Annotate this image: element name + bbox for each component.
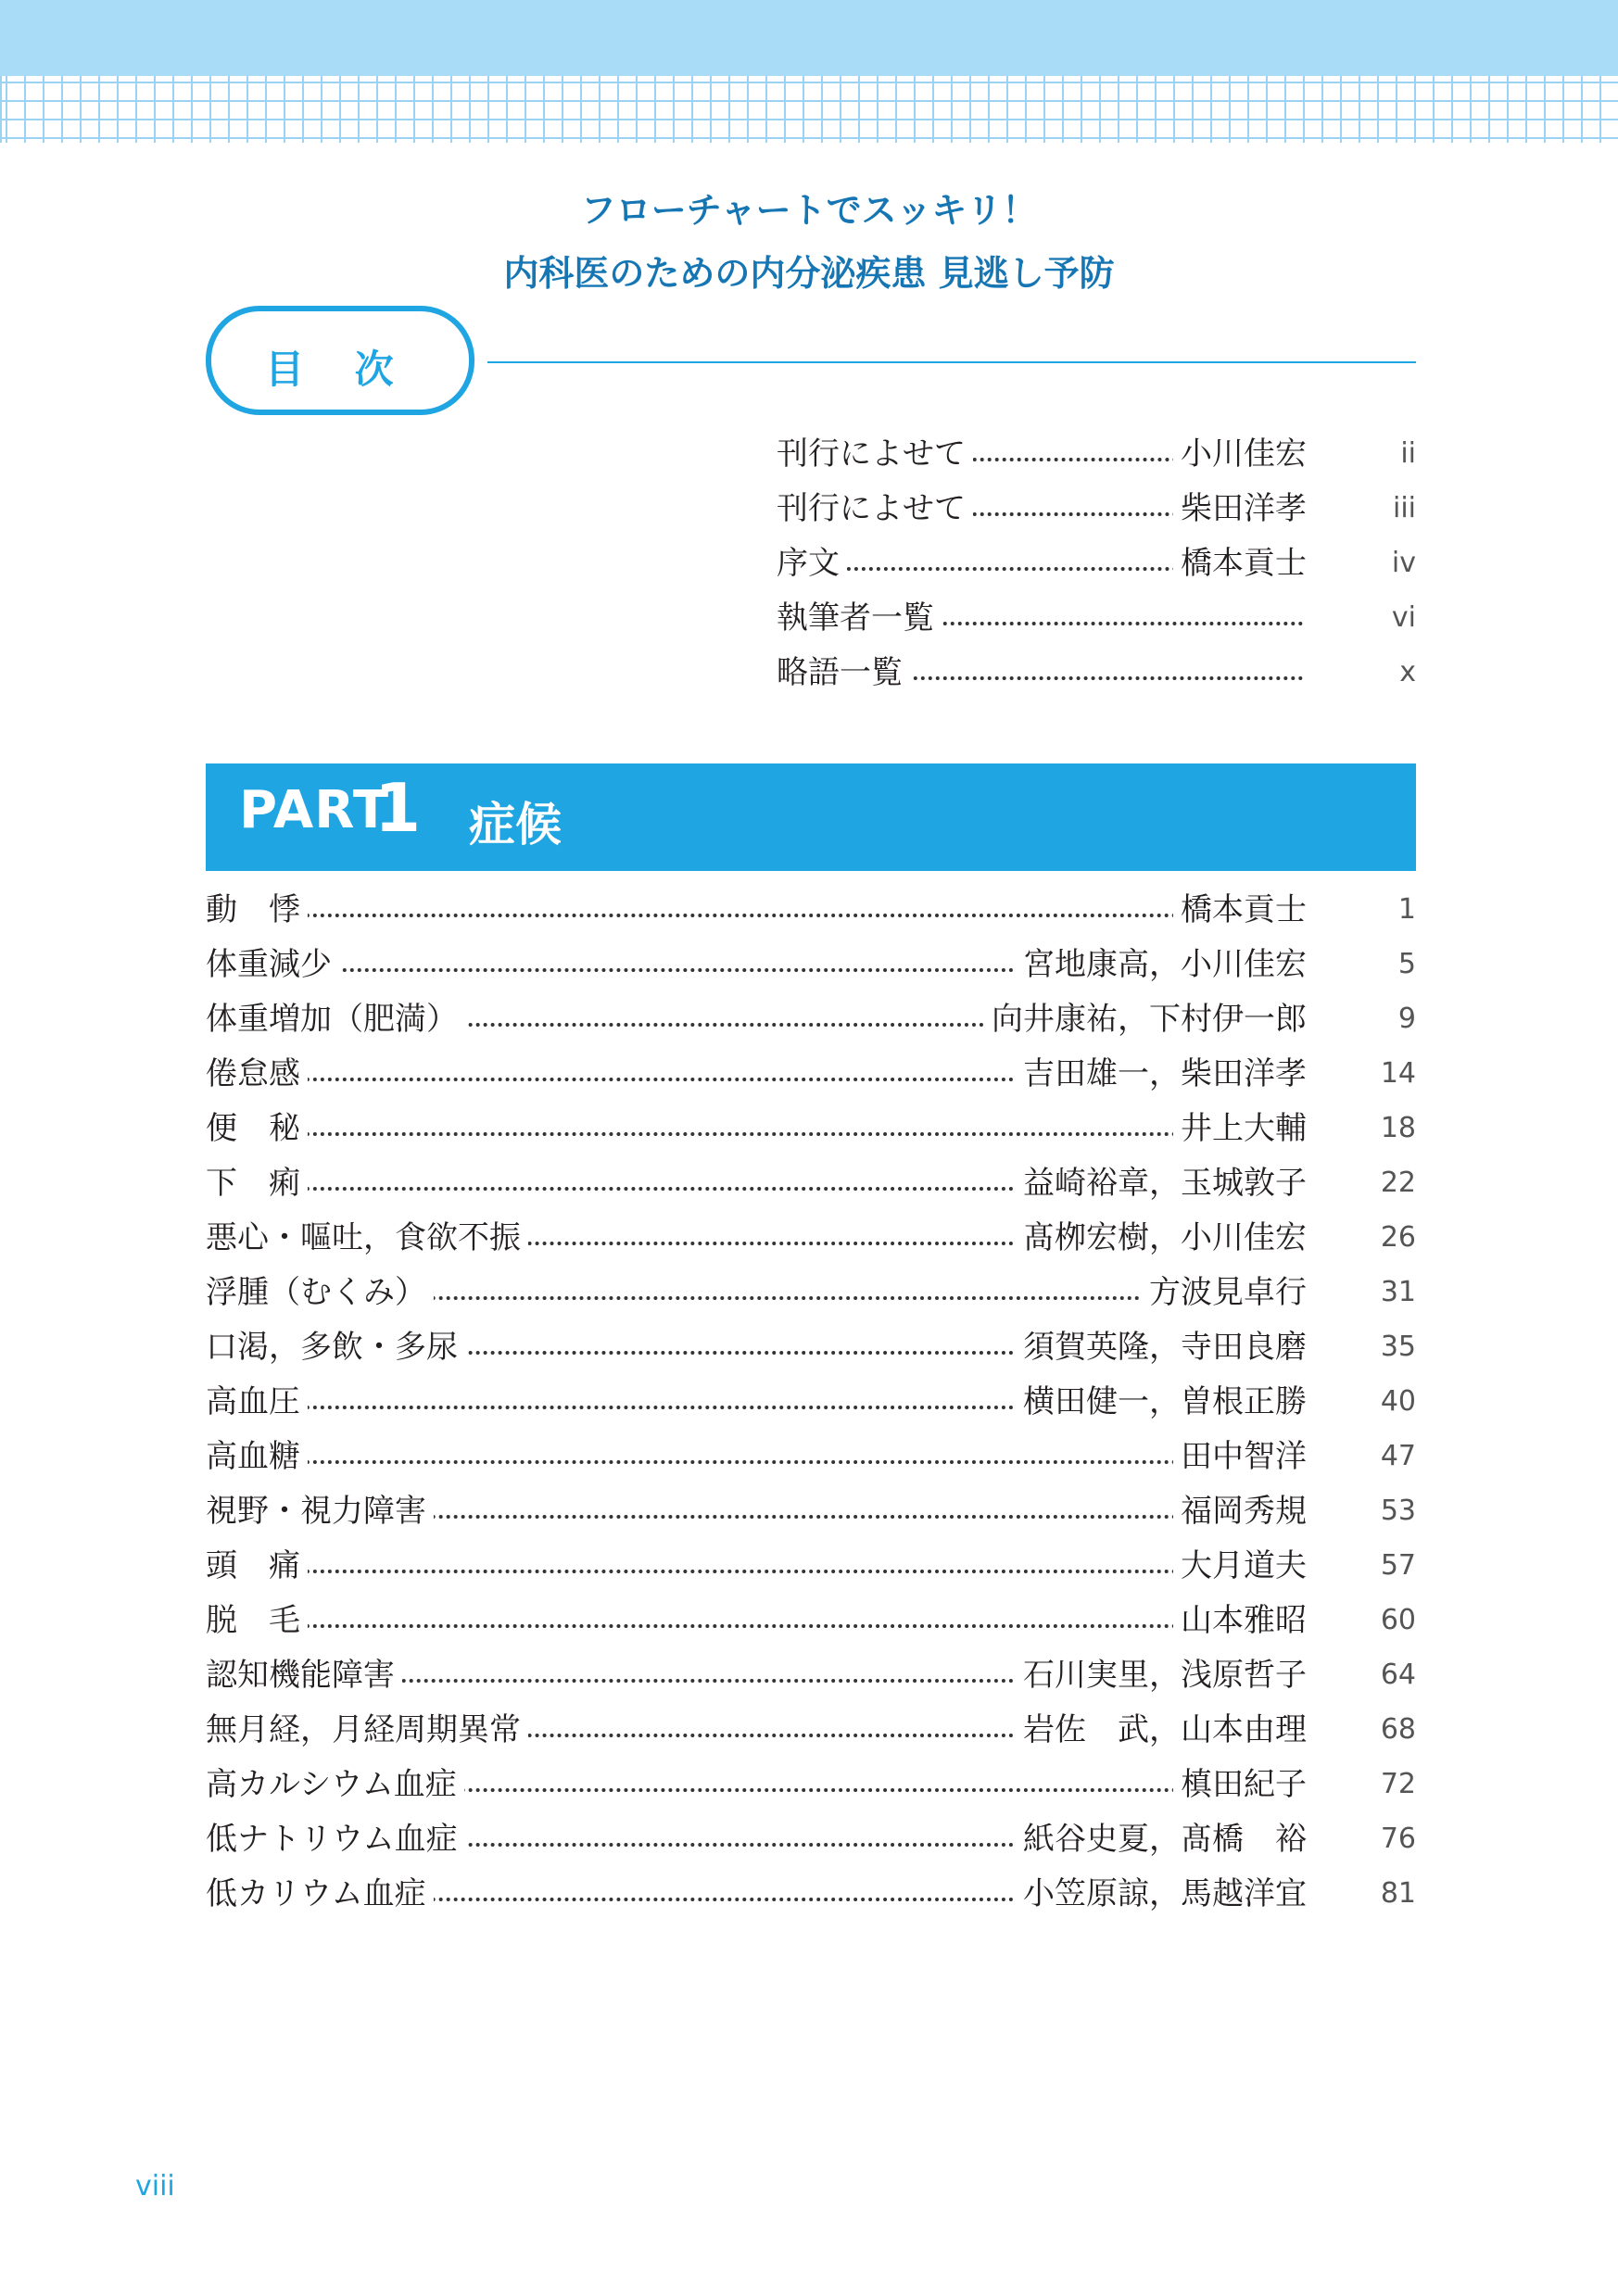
- entry-title: 無月経，月経周期異常: [206, 1708, 528, 1752]
- entry-page: 72: [1380, 1768, 1416, 1800]
- entry-author: 石川実里，浅原哲子: [1016, 1653, 1307, 1697]
- book-title-line2: 内科医のための内分泌疾患 見逃し予防: [503, 253, 1115, 294]
- entry-title: 頭 痛: [206, 1544, 308, 1588]
- entry-title: 脱 毛: [206, 1598, 308, 1643]
- entry-page: 9: [1397, 1003, 1416, 1035]
- entry-title: 高カルシウム血症: [206, 1762, 464, 1807]
- entry-title: 執筆者一覧: [777, 596, 942, 640]
- entry-page: 35: [1380, 1331, 1416, 1363]
- toc-label: 目 次: [265, 347, 412, 392]
- entry-author: 井上大輔: [1173, 1106, 1307, 1151]
- entry-title: 便 秘: [206, 1106, 308, 1151]
- entry-page: vi: [1391, 601, 1416, 634]
- toc-entry[interactable]: [206, 888, 1416, 932]
- entry-author: 髙栁宏樹，小川佳宏: [1016, 1216, 1307, 1260]
- entry-author: 田中智洋: [1173, 1434, 1307, 1479]
- entry-author: 小川佳宏: [1173, 432, 1307, 476]
- entry-title: 悪心・嘔吐，食欲不振: [206, 1216, 528, 1260]
- entry-author: 須賀英隆，寺田良磨: [1016, 1325, 1307, 1369]
- front-matter-item[interactable]: [777, 432, 1416, 476]
- entry-title: 序文: [777, 541, 847, 586]
- entry-author: 山本雅昭: [1173, 1598, 1307, 1643]
- front-matter-item[interactable]: [777, 541, 1416, 586]
- toc-entry[interactable]: [206, 942, 1416, 987]
- entry-author: 向井康祐，下村伊一郎: [984, 997, 1307, 1041]
- toc-entry[interactable]: [206, 1380, 1416, 1424]
- toc-entry[interactable]: [206, 1544, 1416, 1588]
- entry-page: 5: [1397, 948, 1416, 980]
- entry-author: 岩佐 武，山本由理: [1016, 1708, 1307, 1752]
- toc-entry[interactable]: [206, 1434, 1416, 1479]
- entry-page: iii: [1392, 492, 1416, 524]
- entry-author: 福岡秀規: [1173, 1489, 1307, 1533]
- entry-page: 76: [1380, 1823, 1416, 1855]
- entry-title: 下 痢: [206, 1161, 308, 1205]
- entry-author: 槙田紀子: [1173, 1762, 1307, 1807]
- entry-author: 大月道夫: [1173, 1544, 1307, 1588]
- toc-badge: [206, 306, 474, 415]
- entry-page: 64: [1380, 1659, 1416, 1691]
- toc-entry[interactable]: [206, 1817, 1416, 1861]
- leader-dots: [209, 1624, 1303, 1628]
- part-label: PART: [239, 780, 390, 840]
- entry-title: 体重減少: [206, 942, 339, 987]
- part-banner: [206, 763, 1416, 871]
- front-matter-item[interactable]: [777, 596, 1416, 640]
- entry-title: 体重増加（肥満）: [206, 997, 465, 1041]
- entry-page: 26: [1380, 1221, 1416, 1254]
- leader-dots: [209, 1460, 1303, 1464]
- toc-entry[interactable]: [206, 1872, 1416, 1916]
- entry-title: 認知機能障害: [206, 1653, 402, 1697]
- toc-entry[interactable]: [206, 997, 1416, 1041]
- toc-entry[interactable]: [206, 1653, 1416, 1697]
- entry-title: 高血糖: [206, 1434, 308, 1479]
- entry-page: 1: [1397, 893, 1416, 926]
- entry-page: 47: [1380, 1440, 1416, 1472]
- header-band: [0, 0, 1618, 76]
- leader-dots: [209, 1132, 1303, 1136]
- toc-entry[interactable]: [206, 1325, 1416, 1369]
- entry-author: 吉田雄一，柴田洋孝: [1016, 1052, 1307, 1096]
- entry-page: 81: [1380, 1877, 1416, 1910]
- entry-title: 低カリウム血症: [206, 1872, 434, 1916]
- entry-page: 31: [1380, 1276, 1416, 1308]
- toc-entry[interactable]: [206, 1762, 1416, 1807]
- entry-title: 口渇，多飲・多尿: [206, 1325, 465, 1369]
- toc-entry[interactable]: [206, 1052, 1416, 1096]
- entry-author: 橋本貢士: [1173, 888, 1307, 932]
- entry-page: 14: [1380, 1057, 1416, 1090]
- entry-title: 高血圧: [206, 1380, 308, 1424]
- entry-page: 40: [1380, 1385, 1416, 1418]
- entry-title: 刊行によせて: [777, 486, 973, 531]
- toc-entry[interactable]: [206, 1598, 1416, 1643]
- header-grid-pattern: [0, 76, 1618, 143]
- entry-title: 略語一覧: [777, 650, 910, 695]
- entry-title: 視野・視力障害: [206, 1489, 434, 1533]
- entry-title: 倦怠感: [206, 1052, 308, 1096]
- entry-author: 宮地康高，小川佳宏: [1016, 942, 1307, 987]
- entry-author: 方波見卓行: [1142, 1270, 1307, 1315]
- entry-page: 18: [1380, 1112, 1416, 1144]
- entry-page: x: [1399, 656, 1416, 688]
- entry-author: 紙谷史夏，髙橋 裕: [1016, 1817, 1307, 1861]
- part-number: 1: [374, 769, 422, 847]
- entry-title: 浮腫（むくみ）: [206, 1270, 434, 1315]
- entry-page: 22: [1380, 1167, 1416, 1199]
- front-matter-item[interactable]: [777, 486, 1416, 531]
- entry-author: 益崎裕章，玉城敦子: [1016, 1161, 1307, 1205]
- entry-page: 68: [1380, 1713, 1416, 1746]
- entry-author: 橋本貢士: [1173, 541, 1307, 586]
- part-title: 症候: [469, 798, 562, 852]
- toc-entry[interactable]: [206, 1489, 1416, 1533]
- entry-author: 小笠原諒，馬越洋宜: [1016, 1872, 1307, 1916]
- front-matter-item[interactable]: [777, 650, 1416, 695]
- leader-dots: [209, 914, 1303, 917]
- entry-page: iv: [1391, 547, 1416, 579]
- toc-entry[interactable]: [206, 1106, 1416, 1151]
- entry-title: 刊行によせて: [777, 432, 973, 476]
- entry-author: 横田健一，曽根正勝: [1016, 1380, 1307, 1424]
- toc-entry[interactable]: [206, 1708, 1416, 1752]
- page-number: viii: [135, 2170, 175, 2202]
- entry-page: 57: [1380, 1549, 1416, 1582]
- leader-dots: [209, 1570, 1303, 1573]
- toc-entry[interactable]: [206, 1270, 1416, 1315]
- entry-page: 53: [1380, 1495, 1416, 1527]
- book-title-line1: フローチャートでスッキリ！: [580, 190, 1038, 231]
- toc-divider: [487, 361, 1416, 363]
- toc-entry[interactable]: [206, 1161, 1416, 1205]
- toc-entry[interactable]: [206, 1216, 1416, 1260]
- entry-page: ii: [1400, 437, 1416, 470]
- entry-author: 柴田洋孝: [1173, 486, 1307, 531]
- entry-page: 60: [1380, 1604, 1416, 1636]
- entry-title: 低ナトリウム血症: [206, 1817, 465, 1861]
- entry-title: 動 悸: [206, 888, 308, 932]
